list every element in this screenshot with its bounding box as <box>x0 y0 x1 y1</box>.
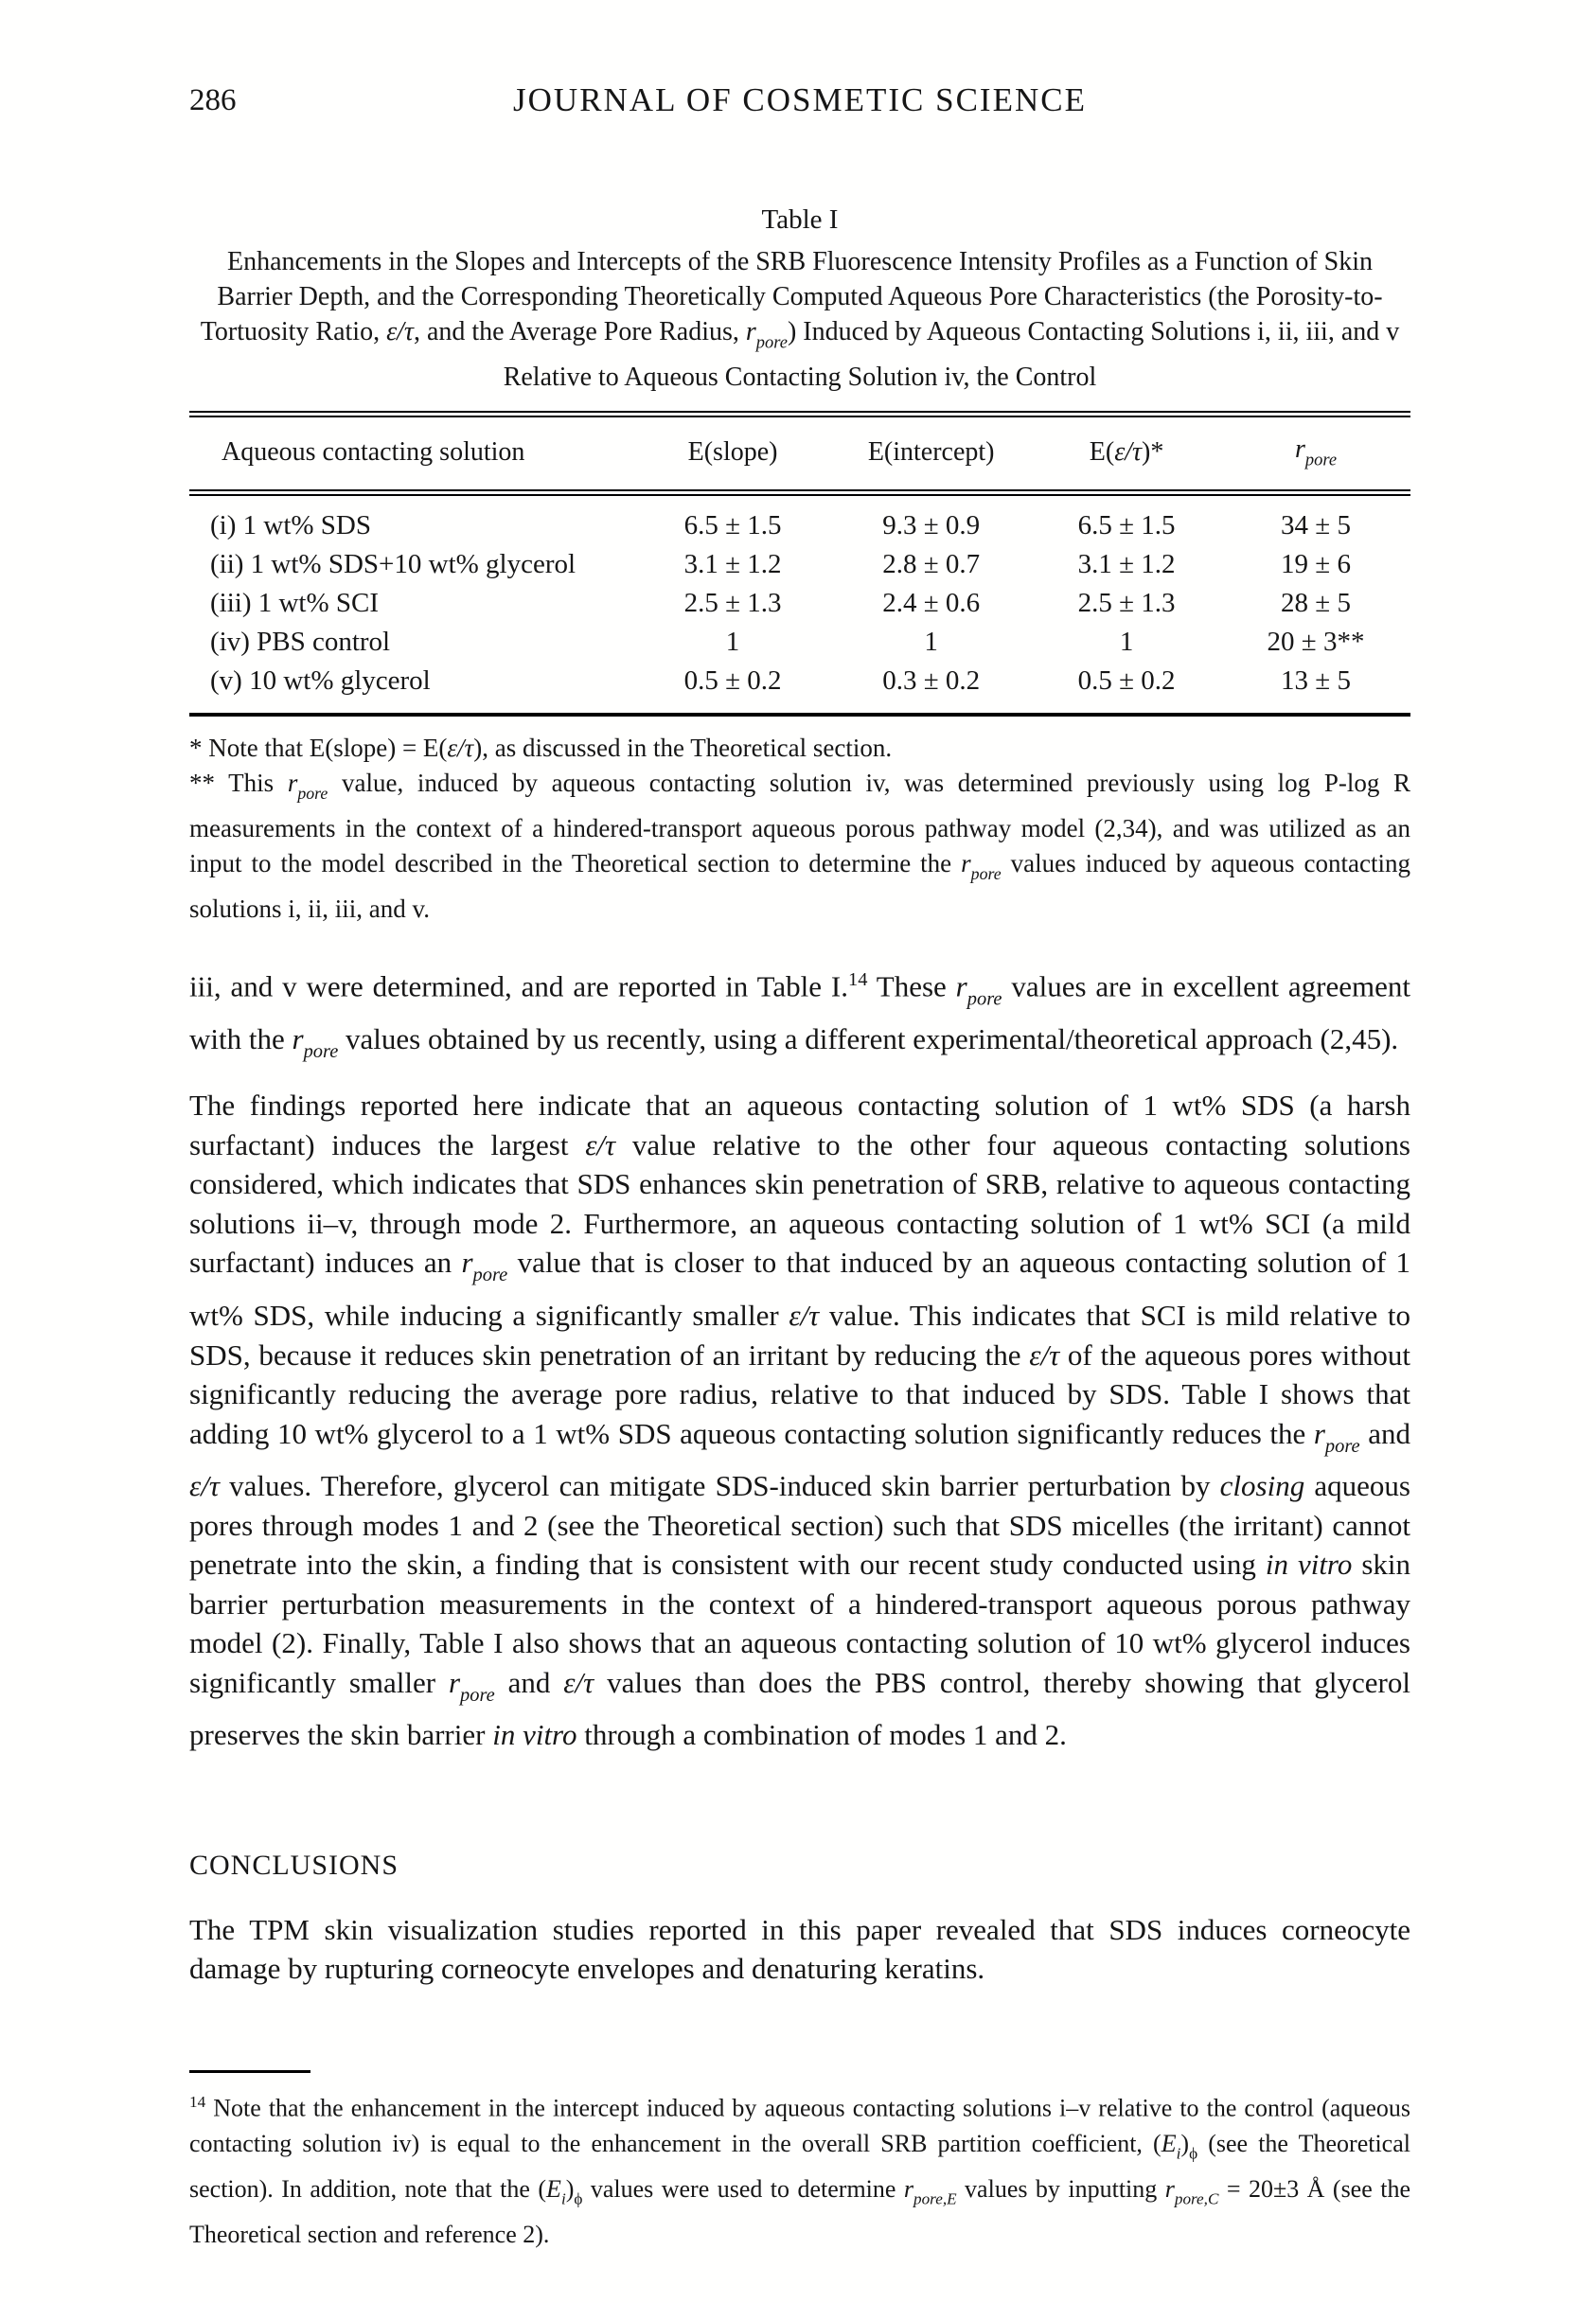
table-footnote-double-star: ** This $r_{pore}$ value, induced by aqueous contacting solution iv, was determined previously using log P-log R measurements in the context of a hindered-transport aqueous porous pathway model (2,34), and was utilized as an input to the model described in the Theoretical section to determine the $r_{pore}$ values induced by aqueous contacting solutions i, ii, iii, and v. <box>189 768 1410 923</box>
table-cell: (iv) PBS control <box>210 626 391 657</box>
column-header-solution: Aqueous contacting solution <box>189 415 635 492</box>
table-row <box>189 623 1410 662</box>
body-paragraph: The findings reported here indicate that an aqueous contacting solution of 1 wt% SDS (a harsh surfactant) induces the largest ε/τ value relative to the other four aqueous contacting solutions considered, which indicates that SDS enhances skin penetration of SRB, relative to aqueous contacting solutions ii–v, through mode 2. Furthermore, an aqueous contacting solution of 1 wt% SCI (a mild surfactant) induces an $r_{pore}$ value that is closer to that induced by an aqueous contacting solution of 1 wt% SDS, while inducing a significantly smaller ε/τ value. This indicates that SCI is mild relative to SDS, because it reduces skin penetration of an irritant by reducing the ε/τ of the aqueous pores without significantly reducing the average pore radius, relative to that induced by SDS. Table I shows that adding 10 wt% glycerol to a 1 wt% SDS aqueous contacting solution significantly reduces the $r_{pore}$ and ε/τ values. Therefore, glycerol can mitigate SDS-induced skin barrier perturbation by closing aqueous pores through modes 1 and 2 (see the Theoretical section) such that SDS micelles (the irritant) cannot penetrate into the skin, a finding that is consistent with our recent study conducted using in vitro skin barrier perturbation measurements in the context of a hindered-transport aqueous porous pathway model (2). Finally, Table I also shows that an aqueous contacting solution of 10 wt% glycerol induces significantly smaller $r_{pore}$ and ε/τ values than does the PBS control, thereby showing that glycerol preserves the skin barrier in vitro through a combination of modes 1 and 2. <box>189 1089 1410 1752</box>
column-header-e-intercept: E(intercept) <box>830 415 1032 492</box>
table-cell: 1 <box>924 626 938 657</box>
table-cell: (v) 10 wt% glycerol <box>210 664 431 696</box>
table-cell: 13 ± 5 <box>1281 664 1351 696</box>
table-cell: 20 ± 3** <box>1267 626 1365 657</box>
table-cell: 0.5 ± 0.2 <box>683 664 782 696</box>
table-cell: 6.5 ± 1.5 <box>1077 509 1176 540</box>
table-row <box>189 545 1410 584</box>
body-text <box>189 961 1410 1755</box>
table-cell: 1 <box>1119 626 1134 657</box>
journal-title: JOURNAL OF COSMETIC SCIENCE <box>513 81 1087 118</box>
table-row <box>189 584 1410 623</box>
table-header-row <box>189 415 1410 492</box>
table-cell: (i) 1 wt% SDS <box>210 509 371 540</box>
table-cell: 6.5 ± 1.5 <box>683 509 782 540</box>
table-cell: 1 <box>725 626 740 657</box>
table-cell: 3.1 ± 1.2 <box>683 548 782 579</box>
page-footnote-block <box>189 2070 1410 2253</box>
table-cell: 0.3 ± 0.2 <box>882 664 981 696</box>
page-number: 286 <box>189 83 237 117</box>
conclusions-heading: CONCLUSIONS <box>189 1849 399 1881</box>
page-header <box>189 81 1410 127</box>
table-row <box>189 662 1410 715</box>
conclusions-paragraph: The TPM skin visualization studies reported in this paper revealed that SDS induces corneocyte damage by rupturing corneocyte envelopes and denaturing keratins. <box>189 1912 1410 1986</box>
column-header-e-slope: E(slope) <box>635 415 830 492</box>
table-label: Table I <box>761 204 839 235</box>
table-cell: (ii) 1 wt% SDS+10 wt% glycerol <box>210 548 576 579</box>
footnote-14: $^{14}$ Note that the enhancement in the intercept induced by aqueous contacting solutions i–v relative to the control (aqueous contacting solution iv) is equal to the enhancement in the overall SRB partition coefficient, $(E_i)_\phi$ (see the Theoretical section). In addition, note that the $(E_i)_\phi$ values were used to determine $r_{pore,E}$ values by inputting $r_{pore,C} = 20\pm 3$ Å (see the Theoretical section and reference 2). <box>189 2092 1410 2249</box>
table-cell: 2.8 ± 0.7 <box>882 548 981 579</box>
table-footnote-star: * Note that E(slope) = E(ε/τ), as discussed in the Theoretical section. <box>189 733 893 762</box>
table-footnotes <box>189 731 1410 927</box>
table-cell: 0.5 ± 0.2 <box>1077 664 1176 696</box>
column-header-r-pore: $r_{pore}$ <box>1221 415 1410 492</box>
table-caption: Enhancements in the Slopes and Intercepts of the SRB Fluorescence Intensity Profiles as a Function of Skin Barrier Depth, and the Corresponding Theoretically Computed Aqueous Pore Characteristics (the Porosity-to-Tortuosity Ratio, ε/τ, and the Average Pore Radius, $r_{pore}$) Induced by Aqueous Contacting Solutions i, ii, iii, and v Relative to Aqueous Contacting Solution iv, the Control <box>200 247 1400 393</box>
table-cell: 9.3 ± 0.9 <box>882 509 981 540</box>
body-paragraph: iii, and v were determined, and are reported in Table I.$^{14}$ These $r_{pore}$ values are in excellent agreement with the $r_{pore}$ values obtained by us recently, using a different experimental/theoretical approach (2,45). <box>189 968 1410 1062</box>
conclusions-text <box>189 1910 1410 1989</box>
table-cell: 34 ± 5 <box>1281 509 1351 540</box>
table-cell: (iii) 1 wt% SCI <box>210 587 380 618</box>
column-header-e-eps-tau: E(ε/τ)* <box>1032 415 1221 492</box>
table-cell: 2.4 ± 0.6 <box>882 587 981 618</box>
table-cell: 19 ± 6 <box>1281 548 1351 579</box>
footnote-separator <box>189 2070 310 2073</box>
table-cell: 2.5 ± 1.3 <box>1077 587 1176 618</box>
table-row <box>189 492 1410 545</box>
table-cell: 28 ± 5 <box>1281 587 1351 618</box>
results-table <box>189 411 1410 716</box>
table-cell: 2.5 ± 1.3 <box>683 587 782 618</box>
table-cell: 3.1 ± 1.2 <box>1077 548 1176 579</box>
